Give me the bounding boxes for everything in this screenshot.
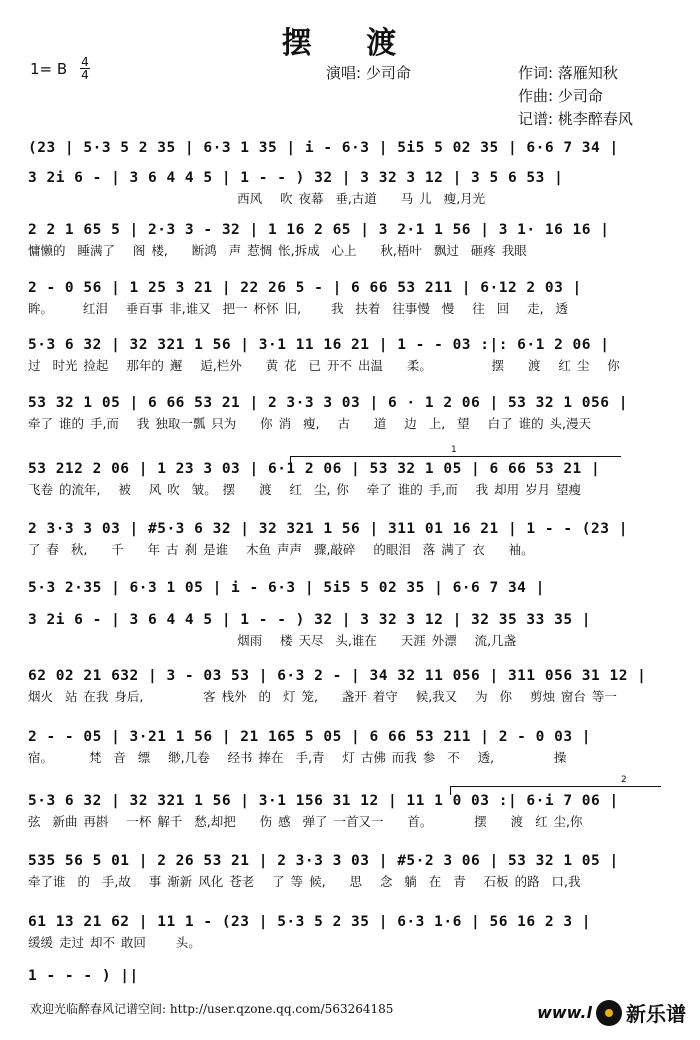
composer-credit: 作曲: 少司命 — [518, 87, 603, 105]
footer-text: 欢迎光临醉春风记谱空间: http://user.qzone.qq.com/563264185 — [30, 1002, 394, 1016]
lyricist-credit: 作词: 落雁知秋 — [518, 64, 618, 82]
notation-line: 5·3 6 32 | 32 321 1 56 | 3·1 11 16 21 | 1 - - 03 :|: 6·1 2 06 | — [28, 337, 610, 353]
notation-line: 61 13 21 62 | 11 1 - (23 | 5·3 5 2 35 | 6·3 1·6 | 56 16 2 3 | — [28, 914, 592, 930]
notation-line: 3 2i 6 - | 3 6 4 4 5 | 1 - - ) 32 | 3 32 3 12 | 32 35 33 35 | — [28, 612, 592, 628]
transcriber-credit: 记谱: 桃李醉春风 — [518, 110, 633, 128]
notation-line: 2 - - 05 | 3·21 1 56 | 21 165 5 05 | 6 66 53 211 | 2 - 0 03 | — [28, 729, 592, 745]
lyrics-line: 宿。 梵 音 缥 缈,几卷 经书 捧在 手,青 灯 古佛 而我 参 不 透, 操 — [28, 750, 567, 765]
lyrics-line: 了 春 秋, 千 年 古 刹 是谁 木鱼 声声 骤,敲碎 的眼泪 落 满了 衣 袖。 — [28, 542, 534, 557]
notation-line: 53 32 1 05 | 6 66 53 21 | 2 3·3 3 03 | 6 · 1 2 06 | 53 32 1 056 | — [28, 395, 628, 411]
lyrics-line: 牵了谁 的 手,故 事 渐新 风化 苍老 了 等 候, 思 念 躺 在 青 石板 的路 口,我 — [28, 874, 581, 889]
score-line — [28, 914, 662, 951]
singer-credit: 演唱: 少司命 — [326, 64, 411, 82]
second-ending-number: 2 — [621, 775, 627, 785]
notation-line: 3 2i 6 - | 3 6 4 4 5 | 1 - - ) 32 | 3 32 3 12 | 3 5 6 53 | — [28, 170, 564, 186]
lyrics-line: 眸。 红泪 垂百事 非,谁又 把一 杯怀 旧, 我 扶着 往事慢 慢 往 回 走, 透 — [28, 301, 569, 316]
lyrics-line: 飞卷 的流年, 被 风 吹 皱。 摆 渡 红 尘, 你 牵了 谁的 手,而 我 却用 岁月 望瘦 — [28, 482, 582, 497]
first-ending-bracket — [290, 445, 621, 465]
score-line — [28, 612, 662, 649]
lyrics-line: 弦 新曲 再斟 一杯 解千 愁,却把 伤 感 弹了 一首又一 首。 摆 渡 红 尘,你 — [28, 814, 583, 829]
lyrics-line: 牵了 谁的 手,而 我 独取一瓢 只为 你 消 瘦, 古 道 边 上, 望 白了 谁的 头,漫天 — [28, 416, 592, 431]
lyrics-line: 烟雨 楼 天尽 头,谁在 天涯 外漂 流,几盏 — [28, 633, 517, 648]
song-title: 摆 渡 — [281, 26, 419, 61]
notation-line: 5·3 2·35 | 6·3 1 05 | i - 6·3 | 5i5 5 02 35 | 6·6 7 34 | — [28, 580, 545, 596]
time-signature — [80, 56, 90, 81]
score-line — [28, 729, 662, 766]
second-ending-bracket — [450, 775, 661, 795]
notation-line: 2 3·3 3 03 | #5·3 6 32 | 32 321 1 56 | 311 01 16 21 | 1 - - (23 | — [28, 521, 628, 537]
lyrics-line: 缓缓 走过 却不 敢回 头。 — [28, 935, 201, 950]
score-line — [28, 580, 662, 596]
score-line — [28, 337, 662, 374]
notation-line: 2 - 0 56 | 1 25 3 21 | 22 26 5 - | 6 66 53 211 | 6·12 2 03 | — [28, 280, 582, 296]
score-line — [28, 395, 662, 432]
score-line — [28, 280, 662, 317]
notation-line: 535 56 5 01 | 2 26 53 21 | 2 3·3 3 03 | #5·2 3 06 | 53 32 1 05 | — [28, 853, 619, 869]
lyrics-line: 西风 吹 夜幕 垂,古道 马 儿 瘦,月光 — [28, 191, 486, 206]
score-line — [28, 222, 662, 259]
score-line — [28, 140, 662, 156]
key-signature: 1= B — [30, 60, 68, 78]
score-line — [28, 668, 662, 705]
lyrics-line: 慵懒的 睡满了 阁 楼, 断鸿 声 惹惆 怅,拆成 心上 秋,梧叶 飘过 砸疼 我眼 — [28, 243, 527, 258]
notation-line: 62 02 21 632 | 3 - 03 53 | 6·3 2 - | 34 32 11 056 | 311 056 31 12 | — [28, 668, 647, 684]
notation-line: 1 - - - ) || — [28, 968, 139, 984]
lyrics-line: 过 时光 捡起 那年的 邂 逅,栏外 黄 花 已 开不 出温 柔。 摆 渡 红 尘 你 — [28, 358, 620, 373]
site-logo[interactable] — [537, 998, 686, 1027]
logo-brand: 新乐谱 — [626, 1002, 686, 1026]
first-ending-number: 1 — [451, 445, 457, 455]
notation-line: 5·3 6 32 | 32 321 1 56 | 3·1 156 31 12 | 11 1 0 03 :| 6·i 7 06 | — [28, 793, 619, 809]
score-line — [28, 793, 662, 830]
notation-line: 2 2 1 65 5 | 2·3 3 - 32 | 1 16 2 65 | 3 2·1 1 56 | 3 1· 16 16 | — [28, 222, 610, 238]
score-line — [28, 461, 662, 498]
lyrics-line: 烟火 站 在我 身后, 客 栈外 的 灯 笼, 盏开 着守 候,我又 为 你 剪烛 窗台 等一 — [28, 689, 617, 704]
score-line — [28, 853, 662, 890]
score-line — [28, 521, 662, 558]
score-line — [28, 170, 662, 207]
time-signature-top: 4 — [81, 55, 89, 69]
music-disc-icon — [596, 1000, 622, 1026]
notation-line: (23 | 5·3 5 2 35 | 6·3 1 35 | i - 6·3 | 5i5 5 02 35 | 6·6 7 34 | — [28, 140, 619, 156]
time-signature-bottom: 4 — [81, 68, 89, 82]
notation-line: 53 212 2 06 | 1 23 3 03 | 6·1 2 06 | 53 32 1 05 | 6 66 53 21 | — [28, 461, 601, 477]
score-line — [28, 968, 662, 984]
logo-url-prefix: www.l — [537, 1003, 592, 1022]
